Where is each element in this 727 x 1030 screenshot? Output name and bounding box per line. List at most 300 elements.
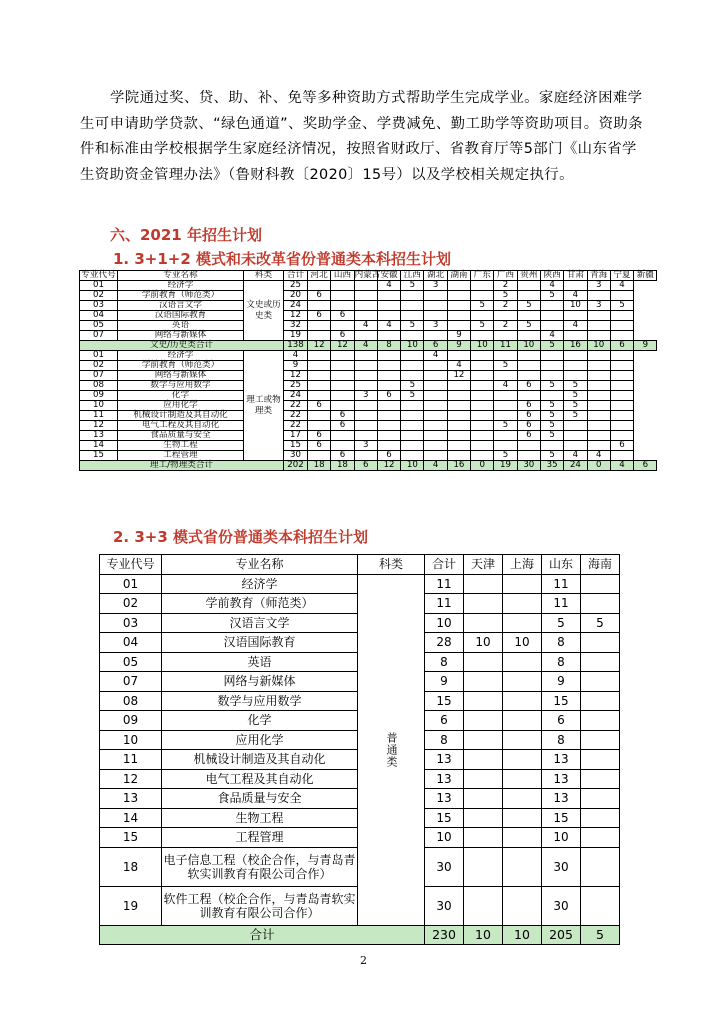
major-code-cell: 13 (80, 431, 118, 441)
quota-cell (471, 351, 494, 361)
quota-cell (377, 361, 400, 371)
quota-cell (540, 391, 563, 401)
quota-cell (464, 808, 503, 828)
quota-cell: 5 (401, 391, 424, 401)
quota-cell (377, 411, 400, 421)
major-code-cell: 03 (100, 613, 162, 633)
quota-cell (581, 711, 620, 731)
quota-cell: 8 (542, 652, 581, 672)
sum-value-cell: 4 (424, 461, 447, 471)
quota-cell (471, 391, 494, 401)
major-code-cell: 08 (80, 381, 118, 391)
table1-header-row (80, 271, 657, 281)
quota-cell (610, 451, 633, 461)
quota-cell (494, 371, 517, 381)
quota-cell (581, 691, 620, 711)
major-code-cell: 11 (100, 750, 162, 770)
quota-cell: 6 (610, 441, 633, 451)
major-name-cell: 数学与应用数学 (118, 381, 244, 391)
quota-cell: 5 (610, 301, 633, 311)
quota-cell (517, 441, 540, 451)
quota-cell (331, 301, 354, 311)
quota-cell (581, 886, 620, 925)
quota-cell (564, 421, 587, 431)
major-name-cell: 学前教育（师范类） (118, 361, 244, 371)
quota-cell (610, 431, 633, 441)
page-number: 2 (360, 954, 367, 967)
quota-cell (581, 633, 620, 653)
intro-text: 学院通过奖、贷、助、补、免等多种资助方式帮助学生完成学业。家庭经济困难学生可申请助学贷款、“绿色通道”、奖助学金、学费减免、勤工助学等资助项目。资助条件和标准由学校根据学生家庭经济情况，按照省财政厅、省教育厅等5部门《山东省学生资助资金管理办法》（鲁财科教〔2020〕15号）以及学校相关规定执行。 (80, 90, 643, 183)
quota-cell: 3 (424, 281, 447, 291)
quota-cell (447, 441, 470, 451)
quota-cell (401, 411, 424, 421)
quota-cell (581, 652, 620, 672)
quota-cell (540, 371, 563, 381)
quota-cell (424, 331, 447, 341)
quota-cell: 4 (610, 281, 633, 291)
quota-cell (587, 381, 610, 391)
quota-cell (377, 291, 400, 301)
major-name-cell: 生物工程 (118, 441, 244, 451)
quota-cell (610, 421, 633, 431)
quota-cell: 6 (377, 451, 400, 461)
quota-cell (503, 672, 542, 692)
major-name-cell: 经济学 (118, 281, 244, 291)
quota-cell: 6 (331, 331, 354, 341)
quota-cell: 3 (354, 391, 377, 401)
quota-cell (424, 301, 447, 311)
quota-cell (354, 311, 377, 321)
quota-cell: 25 (284, 281, 308, 291)
quota-cell (471, 411, 494, 421)
quota-cell (581, 808, 620, 828)
quota-cell (610, 331, 633, 341)
quota-cell: 4 (540, 331, 563, 341)
major-code-cell: 02 (80, 291, 118, 301)
major-code-cell: 11 (80, 411, 118, 421)
quota-cell (331, 431, 354, 441)
quota-cell: 6 (517, 381, 540, 391)
quota-cell (447, 401, 470, 411)
quota-cell: 15 (542, 808, 581, 828)
quota-cell (581, 828, 620, 848)
sum-value-cell: 205 (542, 925, 581, 945)
sum-value-cell: 230 (425, 925, 464, 945)
quota-cell (424, 441, 447, 451)
quota-cell (447, 291, 470, 301)
quota-cell (464, 652, 503, 672)
table1-row (80, 321, 657, 331)
major-code-cell: 10 (80, 401, 118, 411)
quota-cell (581, 672, 620, 692)
quota-cell (610, 291, 633, 301)
major-name-cell: 网络与新媒体 (118, 371, 244, 381)
table2-header-cell: 海南 (581, 555, 620, 575)
quota-cell: 5 (471, 301, 494, 311)
quota-cell (503, 574, 542, 594)
table1-header-cell: 甘肃 (564, 271, 587, 281)
quota-cell (377, 311, 400, 321)
table1-header-cell: 宁夏 (610, 271, 633, 281)
quota-cell (581, 769, 620, 789)
quota-cell: 5 (517, 301, 540, 311)
quota-cell: 10 (425, 613, 464, 633)
table1-row (80, 361, 657, 371)
quota-cell (517, 311, 540, 321)
quota-cell (494, 351, 517, 361)
quota-cell (610, 371, 633, 381)
quota-cell (377, 401, 400, 411)
quota-cell (401, 451, 424, 461)
quota-cell: 15 (284, 441, 308, 451)
major-name-cell: 食品质量与安全 (118, 431, 244, 441)
quota-cell (447, 451, 470, 461)
major-name-cell: 生物工程 (162, 808, 358, 828)
quota-cell (581, 750, 620, 770)
quota-cell (308, 361, 331, 371)
quota-cell (401, 311, 424, 321)
quota-cell (354, 421, 377, 431)
quota-cell (424, 361, 447, 371)
quota-cell (581, 847, 620, 886)
quota-cell (464, 711, 503, 731)
quota-cell (587, 291, 610, 301)
quota-cell: 10 (425, 828, 464, 848)
quota-cell: 8 (542, 730, 581, 750)
table1-header-cell: 陕西 (540, 271, 563, 281)
quota-cell: 10 (564, 301, 587, 311)
major-code-cell: 15 (100, 828, 162, 848)
quota-cell (587, 431, 610, 441)
table1-row (80, 291, 657, 301)
quota-cell: 6 (517, 401, 540, 411)
table1-row (80, 391, 657, 401)
quota-cell (494, 311, 517, 321)
quota-cell (354, 331, 377, 341)
major-code-cell: 01 (80, 281, 118, 291)
quota-cell: 6 (331, 311, 354, 321)
sum-value-cell: 18 (308, 461, 331, 471)
quota-cell (308, 301, 331, 311)
quota-cell (610, 381, 633, 391)
quota-cell (354, 361, 377, 371)
table1-row (80, 371, 657, 381)
table2-header-cell: 专业代号 (100, 555, 162, 575)
quota-cell (471, 281, 494, 291)
quota-cell (471, 431, 494, 441)
major-name-cell: 应用化学 (118, 401, 244, 411)
major-code-cell: 07 (80, 371, 118, 381)
enrollment-table-1 (79, 270, 657, 471)
quota-cell: 5 (517, 321, 540, 331)
quota-cell: 5 (564, 411, 587, 421)
quota-cell (447, 301, 470, 311)
quota-cell: 6 (331, 421, 354, 431)
sum-value-cell: 9 (634, 341, 657, 351)
major-code-cell: 04 (100, 633, 162, 653)
quota-cell (494, 391, 517, 401)
quota-cell (517, 281, 540, 291)
quota-cell: 24 (284, 301, 308, 311)
quota-cell: 13 (425, 750, 464, 770)
table1-row (80, 431, 657, 441)
quota-cell: 25 (284, 381, 308, 391)
quota-cell (564, 361, 587, 371)
table1-header-cell: 江西 (401, 271, 424, 281)
quota-cell (587, 361, 610, 371)
quota-cell (471, 291, 494, 301)
quota-cell: 13 (542, 789, 581, 809)
quota-cell: 5 (494, 291, 517, 301)
major-name-cell: 汉语国际教育 (162, 633, 358, 653)
quota-cell (517, 391, 540, 401)
table1-row (80, 311, 657, 321)
quota-cell (447, 431, 470, 441)
sum-value-cell: 10 (464, 925, 503, 945)
quota-cell: 5 (564, 381, 587, 391)
quota-cell: 5 (494, 421, 517, 431)
sum-value-cell: 5 (581, 925, 620, 945)
quota-cell: 12 (284, 311, 308, 321)
quota-cell (331, 281, 354, 291)
table1-row (80, 411, 657, 421)
quota-cell (401, 371, 424, 381)
quota-cell: 5 (564, 391, 587, 401)
quota-cell (471, 401, 494, 411)
major-name-cell: 汉语言文学 (162, 613, 358, 633)
sum-value-cell: 9 (447, 341, 470, 351)
table2-header-cell: 专业名称 (162, 555, 358, 575)
quota-cell (377, 421, 400, 431)
quota-cell: 22 (284, 401, 308, 411)
quota-cell (564, 441, 587, 451)
quota-cell (464, 594, 503, 614)
table2-header-cell: 天津 (464, 555, 503, 575)
quota-cell (354, 351, 377, 361)
quota-cell (471, 331, 494, 341)
quota-cell (464, 574, 503, 594)
table1-header-cell: 湖北 (424, 271, 447, 281)
table1-sum-row (80, 461, 657, 471)
quota-cell (447, 281, 470, 291)
table1-header-cell: 新疆 (634, 271, 657, 281)
quota-cell (471, 311, 494, 321)
table1-header-cell: 合计 (284, 271, 308, 281)
quota-cell (581, 594, 620, 614)
quota-cell: 22 (284, 411, 308, 421)
table2-header-row (100, 555, 620, 575)
major-name-cell: 经济学 (162, 574, 358, 594)
quota-cell (503, 769, 542, 789)
quota-cell: 12 (284, 371, 308, 381)
quota-cell (401, 421, 424, 431)
section-title: 六、2021 年招生计划 (110, 226, 262, 244)
sum-value-cell: 30 (517, 461, 540, 471)
quota-cell: 30 (284, 451, 308, 461)
category-cell: 文史或历史类 (244, 281, 284, 341)
sum-value-cell: 12 (308, 341, 331, 351)
quota-cell: 30 (425, 847, 464, 886)
sum-value-cell: 202 (284, 461, 308, 471)
table1-sum-row (80, 341, 657, 351)
table1-header-cell: 湖南 (447, 271, 470, 281)
quota-cell (464, 691, 503, 711)
quota-cell (471, 451, 494, 461)
category-cell: 理工或物理类 (244, 351, 284, 461)
major-code-cell: 12 (80, 421, 118, 431)
quota-cell (354, 291, 377, 301)
quota-cell (447, 411, 470, 421)
quota-cell (540, 301, 563, 311)
quota-cell: 5 (401, 321, 424, 331)
quota-cell: 6 (517, 411, 540, 421)
quota-cell (464, 789, 503, 809)
quota-cell (517, 451, 540, 461)
table1-header-cell: 广东 (471, 271, 494, 281)
major-name-cell: 英语 (118, 321, 244, 331)
quota-cell: 5 (581, 613, 620, 633)
major-name-cell: 工程管理 (162, 828, 358, 848)
quota-cell: 8 (425, 652, 464, 672)
sum-value-cell: 35 (540, 461, 563, 471)
quota-cell (503, 730, 542, 750)
quota-cell (424, 401, 447, 411)
quota-cell (587, 391, 610, 401)
quota-cell (308, 421, 331, 431)
quota-cell: 5 (401, 381, 424, 391)
quota-cell: 5 (540, 431, 563, 441)
quota-cell (610, 391, 633, 401)
table1-title: 1. 3+1+2 模式和未改革省份普通类本科招生计划 (113, 250, 452, 268)
sum-value-cell: 10 (401, 461, 424, 471)
quota-cell (308, 391, 331, 401)
quota-cell: 6 (331, 411, 354, 421)
major-name-cell: 电气工程及其自动化 (162, 769, 358, 789)
quota-cell (587, 411, 610, 421)
quota-cell (494, 441, 517, 451)
major-code-cell: 14 (100, 808, 162, 828)
sum-value-cell: 10 (471, 341, 494, 351)
sum-value-cell: 12 (331, 341, 354, 351)
quota-cell (424, 411, 447, 421)
quota-cell (471, 421, 494, 431)
major-code-cell: 02 (100, 594, 162, 614)
quota-cell (401, 361, 424, 371)
table2-header-cell: 科类 (358, 555, 425, 575)
quota-cell: 8 (425, 730, 464, 750)
major-code-cell: 07 (100, 672, 162, 692)
sum-value-cell: 6 (610, 341, 633, 351)
major-name-cell: 英语 (162, 652, 358, 672)
major-code-cell: 05 (100, 652, 162, 672)
quota-cell (503, 691, 542, 711)
quota-cell (308, 381, 331, 391)
sum-value-cell: 18 (331, 461, 354, 471)
quota-cell (564, 331, 587, 341)
quota-cell (377, 441, 400, 451)
major-name-cell: 机械设计制造及其自动化 (162, 750, 358, 770)
quota-cell (587, 351, 610, 361)
major-name-cell: 软件工程（校企合作，与青岛青软实训教育有限公司合作） (162, 886, 358, 925)
table1-header-cell: 河北 (308, 271, 331, 281)
major-code-cell: 08 (100, 691, 162, 711)
table1-row (80, 441, 657, 451)
quota-cell (503, 750, 542, 770)
quota-cell: 10 (464, 633, 503, 653)
quota-cell (581, 574, 620, 594)
quota-cell (354, 281, 377, 291)
quota-cell (447, 321, 470, 331)
quota-cell (424, 311, 447, 321)
table1-row (80, 401, 657, 411)
quota-cell: 19 (284, 331, 308, 341)
major-code-cell: 14 (80, 441, 118, 451)
quota-cell (354, 431, 377, 441)
quota-cell (564, 351, 587, 361)
sum-value-cell: 6 (354, 461, 377, 471)
quota-cell: 6 (517, 431, 540, 441)
quota-cell (424, 291, 447, 301)
quota-cell (471, 361, 494, 371)
quota-cell (331, 321, 354, 331)
quota-cell: 13 (542, 769, 581, 789)
quota-cell: 4 (424, 351, 447, 361)
quota-cell (401, 291, 424, 301)
quota-cell: 9 (542, 672, 581, 692)
table1-row (80, 301, 657, 311)
quota-cell: 5 (471, 321, 494, 331)
quota-cell (517, 291, 540, 301)
quota-cell (540, 321, 563, 331)
quota-cell (564, 311, 587, 321)
sum-value-cell: 10 (587, 341, 610, 351)
quota-cell: 15 (425, 808, 464, 828)
table1-row (80, 331, 657, 341)
table1-row (80, 421, 657, 431)
table1-row (80, 281, 657, 291)
quota-cell (308, 451, 331, 461)
quota-cell: 11 (542, 574, 581, 594)
quota-cell (503, 828, 542, 848)
quota-cell (401, 441, 424, 451)
quota-cell: 5 (564, 401, 587, 411)
quota-cell (331, 361, 354, 371)
quota-cell (424, 451, 447, 461)
quota-cell: 5 (540, 291, 563, 301)
major-name-cell: 工程管理 (118, 451, 244, 461)
quota-cell (331, 351, 354, 361)
quota-cell: 9 (284, 361, 308, 371)
quota-cell (424, 431, 447, 441)
quota-cell (331, 441, 354, 451)
table1-header-cell: 贵州 (517, 271, 540, 281)
sum-value-cell: 4 (610, 461, 633, 471)
quota-cell: 28 (425, 633, 464, 653)
quota-cell (581, 730, 620, 750)
major-code-cell: 13 (100, 789, 162, 809)
quota-cell: 5 (494, 361, 517, 371)
quota-cell: 20 (284, 291, 308, 301)
category-cell: 普通类 (358, 574, 425, 925)
major-name-cell: 学前教育（师范类） (118, 291, 244, 301)
quota-cell (331, 381, 354, 391)
quota-cell: 5 (542, 613, 581, 633)
quota-cell (464, 847, 503, 886)
quota-cell (308, 331, 331, 341)
quota-cell (587, 321, 610, 331)
quota-cell: 4 (377, 281, 400, 291)
sum-value-cell: 12 (377, 461, 400, 471)
